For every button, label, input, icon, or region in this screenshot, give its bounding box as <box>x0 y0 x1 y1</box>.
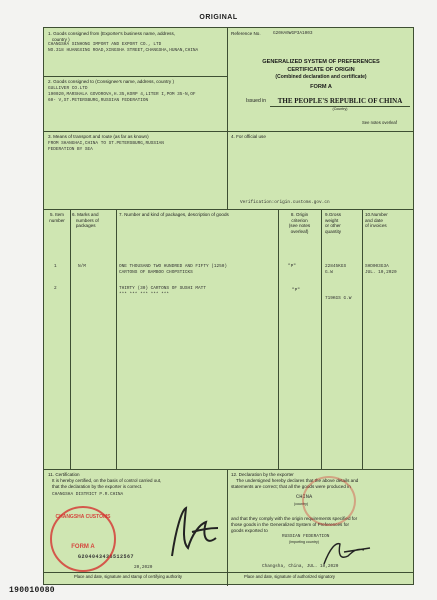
item1-desc-2: CARTONS OF BAMBOO CHOPSTICKS <box>119 270 193 275</box>
declaration-line-3: and that they comply with the origin requirements specified for <box>231 516 358 521</box>
item2-origin: "P" <box>292 288 300 293</box>
certificate-form <box>43 27 414 585</box>
gsp-title: GENERALIZED SYSTEM OF PREFERENCES <box>262 59 380 65</box>
reference-value: G20HA0WGP3A1003 <box>273 31 313 36</box>
stamp-text-form: FORM A <box>71 544 95 550</box>
certifying-place: CHANGSHA DISTRICT P.R.CHINA <box>52 492 124 497</box>
country-sub-label: (Country) <box>332 107 348 111</box>
item1-desc-1: ONE THOUSAND TWO HUNDRED AND FIFTY (1250) <box>119 264 228 269</box>
item1-origin: "P" <box>288 264 296 269</box>
transport-route-2: FEDERATION BY SEA <box>48 147 93 152</box>
col-origin: 8. Origin criterion (see notes overleaf) <box>288 212 311 234</box>
declaration-line-4: those goods in the Generalized System of Preferences for <box>231 522 349 527</box>
certifying-date: 20,2020 <box>134 565 153 570</box>
issued-country: THE PEOPLE'S REPUBLIC OF CHINA <box>277 97 403 105</box>
box3-label: 3. Means of transport and route (as far as known) <box>48 134 149 139</box>
certifier-signature <box>162 498 222 562</box>
item1-invoice-1: SHD003G3A <box>365 264 389 269</box>
stamp-text-top: CHANGSHA CUSTOMS <box>55 514 111 520</box>
importing-country-label: (importing country) <box>289 540 319 544</box>
exporter-signature <box>320 538 380 568</box>
col-invoice: 10.Number and date of invoices <box>365 212 388 229</box>
original-label: ORIGINAL <box>199 14 238 21</box>
box4-label: 4. For official use <box>231 134 266 139</box>
box12-label: 12. Declaration by the exporter <box>231 472 294 477</box>
transport-route-1: FROM SHANGHAI,CHINA TO ST.PETERSBURG,RUSSIAN <box>48 141 164 146</box>
consignee-address-2: 60- V,ST.PETERSBURG,RUSSIAN FEDERATION <box>48 98 149 103</box>
consignee-address-1: 190020,MARSHALA GOVOROVA,H.35,KORP 4,LITER I,POM 35-N,OF <box>48 92 196 97</box>
exporter-address: NO.318 HUANGXING ROAD,XINGSHA STREET,CHANGSHA,HUNAN,CHINA <box>48 48 199 53</box>
item2-desc-2: *** *** *** *** *** <box>119 292 170 297</box>
combined-declaration: (Combined declaration and certificate) <box>275 74 367 80</box>
certificate-title: CERTIFICATE OF ORIGIN <box>287 67 355 73</box>
item1-weight-1: 22845KGS <box>325 264 347 269</box>
reference-label: Reference No. <box>231 31 261 36</box>
box11-footer: Place and date, signature and stamp of certifying authority <box>74 574 183 579</box>
importing-country: RUSSIAN FEDERATION <box>282 534 330 539</box>
document-number: 190010080 <box>9 586 55 595</box>
col-description: 7. Number and kind of packages, description of goods <box>119 212 229 217</box>
box12-footer: Place and date, signature of authorized signatory <box>244 574 336 579</box>
see-notes: See notes overleaf <box>362 120 397 125</box>
box1-label: 1. Goods consigned from (Exporter's business name, address, country ) <box>48 31 176 42</box>
box11-label: 11. Certification <box>48 472 80 477</box>
issued-in-label: Issued in <box>246 98 267 104</box>
exporter-name: CHANGSHA SINHONG IMPORT AND EXPORT CO., LTD <box>48 42 162 47</box>
item1-invoice-2: JUL. 10,2020 <box>365 270 397 275</box>
declaration-line-1: The undersigned hereby declares that the above details and <box>236 478 359 483</box>
item1-weight-2: G.W <box>325 270 333 275</box>
declaration-line-5: goods exported to <box>231 528 268 533</box>
col-item-number: 5. Item number <box>49 212 65 223</box>
certification-text: It is hereby certified, on the basis of control carried out, that the declaration by the exporter is correct. <box>52 478 162 489</box>
verification-url[interactable]: Verification:origin.customs.gov.cn <box>240 200 330 205</box>
form-a-title: FORM A <box>310 84 332 90</box>
exporter-stamp <box>302 476 356 526</box>
item1-marks: N/M <box>78 264 86 269</box>
certificate-serial: G204043436512567 <box>78 554 135 560</box>
consignee-name: GULLIVER CO.LTD <box>48 86 88 91</box>
declaration-china: CHINA <box>296 494 313 500</box>
item2-weight: 719KGS G.W <box>325 296 352 301</box>
item2-desc-1: THIRTY (30) CARTONS OF SUSHI MATT <box>119 286 206 291</box>
box2-label: 2. Goods consigned to (Consignee's name, address, country ) <box>48 79 174 84</box>
item1-number: 1 <box>54 264 57 269</box>
item2-number: 2 <box>54 286 57 291</box>
col-weight: 9.Gross weight or other quantity <box>325 212 342 234</box>
declaration-country-label: (country) <box>294 502 309 506</box>
col-marks: 6. Marks and numbers of packages <box>72 212 99 229</box>
customs-stamp <box>50 506 116 572</box>
declaration-line-2: statements are correct; that all the goods were produced in <box>231 484 351 489</box>
declaration-place-date: Changsha, China, JUL. 10,2020 <box>262 564 339 569</box>
